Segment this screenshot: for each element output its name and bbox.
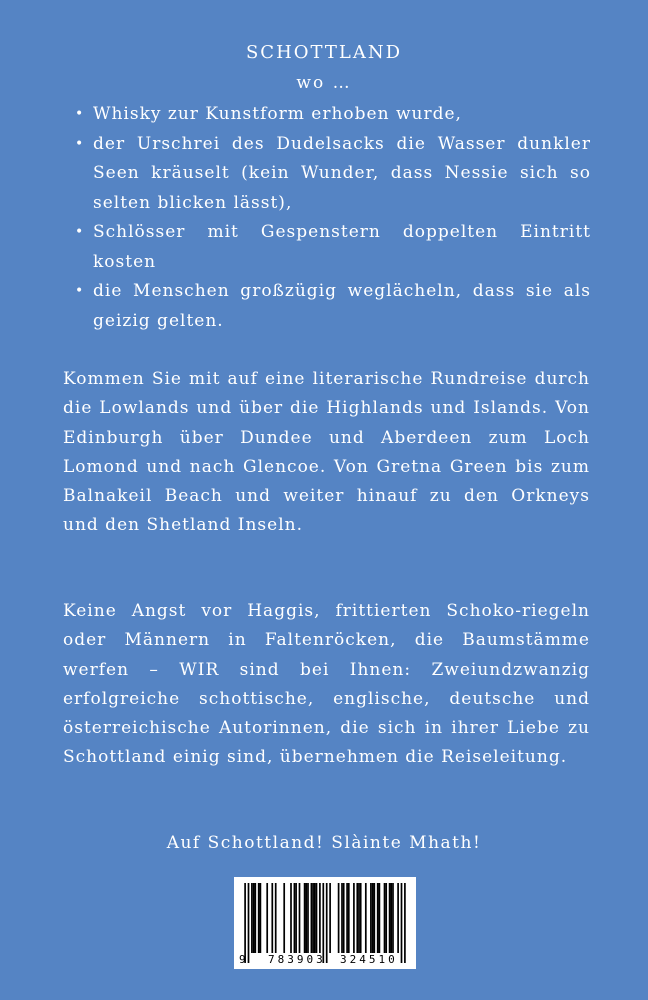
barcode-guard-bar — [404, 883, 406, 963]
barcode-bar — [254, 883, 256, 953]
barcode-guard-bar — [248, 883, 250, 963]
barcode-bar — [258, 883, 260, 953]
paragraph-autorinnen: Keine Angst vor Haggis, frittierten Schoko-riegeln oder Männern in Faltenröcken, die Baumstämme werfen – WIR sind bei Ihnen: Zweiundzwanzig erfolgreiche schottische, englische, deutsche und österreichische Autorinnen, die sich in ihrer Liebe zu Schottland einig sind, übernehmen die Reiseleitung. — [63, 601, 590, 768]
barcode-bar — [341, 883, 343, 953]
barcode-bar — [390, 883, 392, 953]
barcode-guard-bar — [322, 883, 324, 963]
barcode-bar — [329, 883, 331, 953]
bullet-item: • Schlösser mit Gespenstern doppelten Eintritt kosten — [73, 218, 591, 277]
barcode-bar — [346, 883, 348, 953]
barcode-bar — [312, 883, 314, 953]
barcode-bar — [311, 883, 313, 953]
cover-subtitle: wo … — [296, 73, 352, 93]
barcode-bar — [353, 883, 355, 953]
barcode-bar — [307, 883, 309, 953]
paragraph-rundreise: Kommen Sie mit auf eine literarische Rundreise durch die Lowlands und über die Highlands und Islands. Von Edinburgh über Dundee und Aberdeen zum Loch Lomond und nach Glencoe. Von Gretna Green bis zum Balnakeil Beach und weiter hinauf zu den Orkneys und den Shetland Inseln. — [63, 369, 590, 536]
barcode-guard-bar — [244, 883, 246, 963]
barcode-bar — [385, 883, 387, 953]
barcode-bar — [365, 883, 367, 953]
barcode-bar — [377, 883, 379, 953]
bullet-item: • die Menschen großzügig weglächeln, dass sie als geizig gelten. — [73, 277, 591, 336]
isbn-barcode — [234, 877, 416, 969]
barcode-bar — [314, 883, 316, 953]
barcode-bar — [384, 883, 386, 953]
barcode-bar — [271, 883, 273, 953]
barcode-bar — [295, 883, 297, 953]
barcode-bar — [360, 883, 362, 953]
barcode-bar — [316, 883, 318, 953]
barcode-bar — [348, 883, 350, 953]
isbn-number — [234, 953, 416, 967]
barcode-bar — [358, 883, 360, 953]
barcode-bar — [275, 883, 277, 953]
barcode-bar — [379, 883, 381, 953]
barcode-bar — [290, 883, 292, 953]
barcode-bar — [370, 883, 372, 953]
isbn-right-digits: 324510 — [340, 953, 398, 966]
barcode-bar — [373, 883, 375, 953]
barcode-bar — [305, 883, 307, 953]
barcode-bar — [356, 883, 358, 953]
bullet-item: • Whisky zur Kunstform erhoben wurde, — [73, 100, 591, 130]
barcode-bar — [392, 883, 394, 953]
cover-title: SCHOTTLAND — [245, 42, 403, 63]
isbn-lead-digit: 9 — [239, 953, 246, 966]
barcode-bar — [397, 883, 399, 953]
barcode-bar — [338, 883, 340, 953]
barcode-bar — [283, 883, 285, 953]
barcode-bar — [319, 883, 321, 953]
barcode-bar — [253, 883, 255, 953]
closing-line: Auf Schottland! Slàinte Mhath! — [166, 833, 482, 853]
barcode-guard-bar — [401, 883, 403, 963]
bullet-item: • der Urschrei des Dudelsacks die Wasser dunkler Seen kräuselt (kein Wunder, dass Nessie sich so selten blicken lässt), — [73, 130, 591, 219]
barcode-bar — [304, 883, 306, 953]
barcode-bar — [266, 883, 268, 953]
barcode-bar — [260, 883, 262, 953]
barcode-bar — [372, 883, 374, 953]
bullet-list — [73, 100, 591, 336]
barcode-bar — [299, 883, 301, 953]
barcode-bar — [389, 883, 391, 953]
barcode-guard-bar — [326, 883, 328, 963]
barcode-bar — [294, 883, 296, 953]
barcode-bar — [343, 883, 345, 953]
barcode-bar — [251, 883, 253, 953]
isbn-left-digits: 783903 — [268, 953, 326, 966]
